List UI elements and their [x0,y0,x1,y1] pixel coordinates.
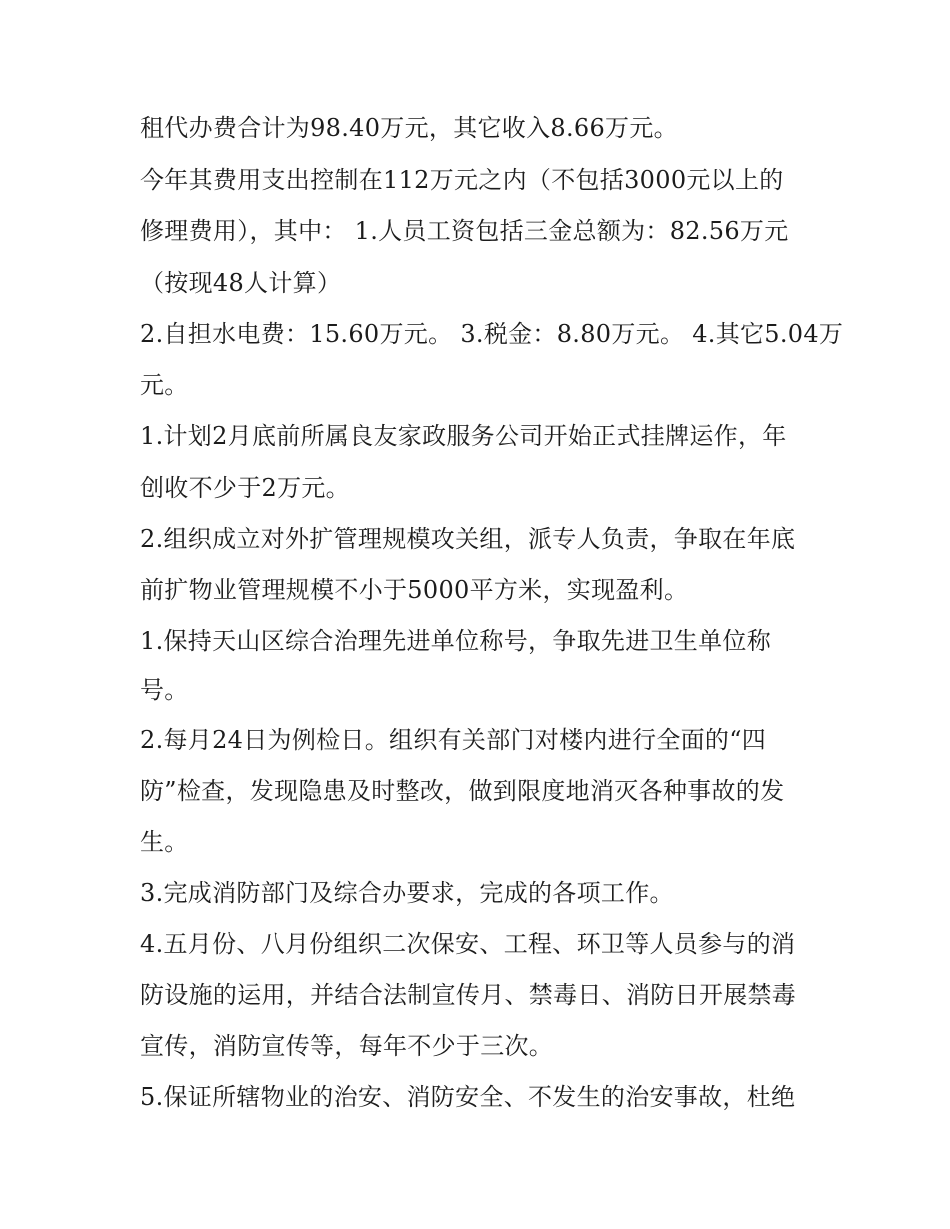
text-line: （按现48人计算） [140,269,342,297]
text-line: 防设施的运用，并结合法制宣传月、禁毒日、消防日开展禁毒 [140,981,797,1009]
text-line: 今年其费用支出控制在112万元之内（不包括3000元以上的 [140,166,784,194]
text-line: 2.每月24日为例检日。组织有关部门对楼内进行全面的“四 [140,726,767,754]
text-line: 创收不少于2万元。 [140,474,350,502]
text-line: 元。 [140,371,189,399]
text-line: 租代办费合计为98.40万元，其它收入8.66万元。 [140,114,678,142]
text-line: 4.五月份、八月份组织二次保安、工程、环卫等人员参与的消 [140,930,796,958]
text-line: 防”检查，发现隐患及时整改，做到限度地消灭各种事故的发 [140,777,785,805]
text-line: 号。 [140,676,189,704]
text-line: 宣传，消防宣传等，每年不少于三次。 [140,1032,554,1060]
text-line: 前扩物业管理规模不小于5000平方米，实现盈利。 [140,576,689,604]
text-line: 3.完成消防部门及综合办要求，完成的各项工作。 [140,879,674,907]
text-line: 修理费用），其中： 1.人员工资包括三金总额为：82.56万元 [140,217,789,245]
text-line: 2.组织成立对外扩管理规模攻关组，派专人负责，争取在年底 [140,525,796,553]
text-line: 生。 [140,828,189,856]
text-line: 2.自担水电费：15.60万元。 3.税金：8.80万元。 4.其它5.04万 [140,320,844,348]
text-line: 1.保持天山区综合治理先进单位称号，争取先进卫生单位称 [140,627,771,655]
text-line: 5.保证所辖物业的治安、消防安全、不发生的治安事故，杜绝 [140,1083,796,1111]
text-line: 1.计划2月底前所属良友家政服务公司开始正式挂牌运作，年 [140,422,787,450]
